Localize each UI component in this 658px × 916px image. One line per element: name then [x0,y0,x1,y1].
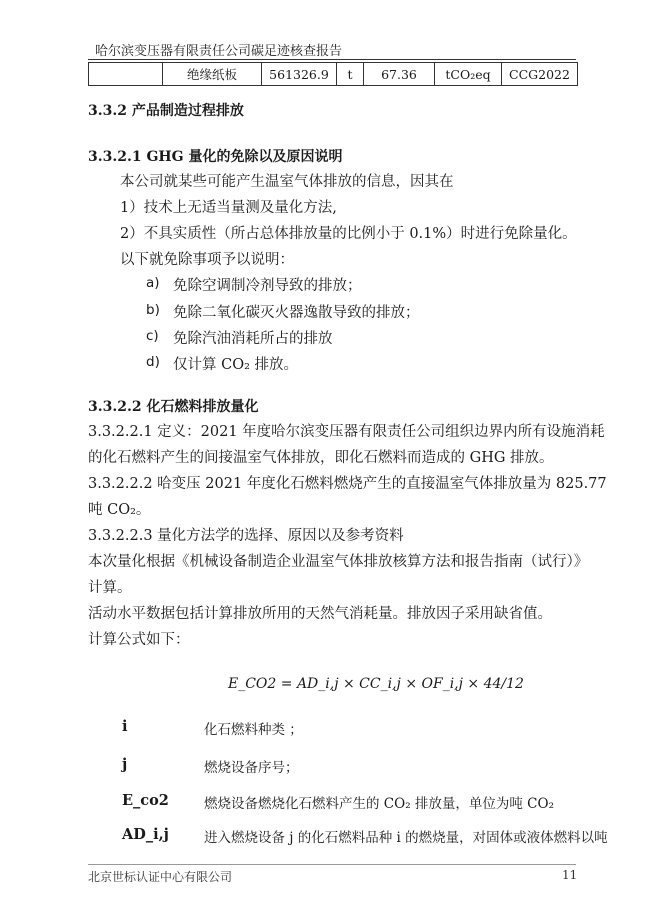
footer-organization: 北京世标认证中心有限公司 [88,870,233,884]
definition-value: 化石燃料种类 ； [204,722,303,738]
paragraph-line: 3.3.2.2.1 定义：2021 年度哈尔滨变压器有限责任公司组织边界内所有设施消耗 [88,424,605,440]
list-item: 免除二氧化碳灭火器逸散导致的排放； [173,305,420,321]
definition-key: j [122,756,128,773]
footer-divider [88,864,576,865]
section-heading-332: 3.3.2 产品制造过程排放 [88,103,244,119]
table-cell-factor: 67.36 [364,63,435,86]
paragraph-intro: 本公司就某些可能产生温室气体排放的信息，因其在 [120,174,454,190]
list-item-mark: a) [146,275,160,291]
paragraph-line: 计算公式如下： [88,632,190,648]
section-heading-3322: 3.3.2.2 化石燃料排放量化 [88,399,259,415]
emission-factor-table [88,62,578,86]
definition-value: 燃烧设备燃烧化石燃料产生的 CO₂ 排放量，单位为吨 CO₂ [204,796,554,812]
table-cell-blank [89,63,163,86]
page-number: 11 [562,868,578,882]
paragraph-line: 本次量化根据《机械设备制造企业温室气体排放核算方法和报告指南（试行）》 [88,554,589,570]
definition-value: 燃烧设备序号； [204,760,299,776]
paragraph-line: 的化石燃料产生的间接温室气体排放，即化石燃料而造成的 GHG 排放。 [88,450,554,466]
paragraph-point-1: 1）技术上无适当量测及量化方法, [120,200,337,216]
paragraph-line: 3.3.2.2.2 哈变压 2021 年度化石燃料燃烧产生的直接温室气体排放量为 825.77 [88,476,607,492]
list-item-mark: b) [146,302,160,318]
paragraph-line: 3.3.2.2.3 量化方法学的选择、原因以及参考资料 [88,528,404,544]
list-item: 免除空调制冷剂导致的排放； [173,278,362,294]
paragraph-point-2: 2）不具实质性（所占总体排放量的比例小于 0.1%）时进行免除量化。 [120,226,577,242]
list-item-mark: c) [146,328,159,344]
list-item-mark: d) [146,354,160,370]
table-cell-quantity: 561326.9 [262,63,337,86]
paragraph-exemption-intro: 以下就免除事项予以说明： [120,252,294,268]
header-divider [88,59,576,60]
formula-text: E_CO2 = AD_i,j × CC_i,j × OF_i,j × 44/12 [228,676,524,692]
definition-key: AD_i,j [122,826,169,843]
definition-key: i [122,718,128,735]
paragraph-line: 活动水平数据包括计算排放所用的天然气消耗量。排放因子采用缺省值。 [88,606,552,622]
list-item: 免除汽油消耗所占的排放 [173,331,333,347]
page-header-title: 哈尔滨变压器有限责任公司碳足迹核查报告 [95,44,343,59]
paragraph-line: 吨 CO₂。 [88,502,151,518]
emission-formula [228,676,524,692]
table-cell-factor-unit: tCO₂eq [435,63,502,86]
definition-value: 进入燃烧设备 j 的化石燃料品种 i 的燃烧量，对固体或液体燃料以吨 [204,830,608,846]
list-item: 仅计算 CO₂ 排放。 [173,357,299,373]
table-cell-material: 绝缘纸板 [163,63,262,86]
definition-key: E_co2 [122,792,169,809]
table-cell-unit: t [337,63,364,86]
table-row [89,63,578,86]
section-heading-3321: 3.3.2.1 GHG 量化的免除以及原因说明 [88,149,343,165]
table-cell-source: CCG2022 [502,63,578,86]
paragraph-line: 计算。 [88,580,132,596]
